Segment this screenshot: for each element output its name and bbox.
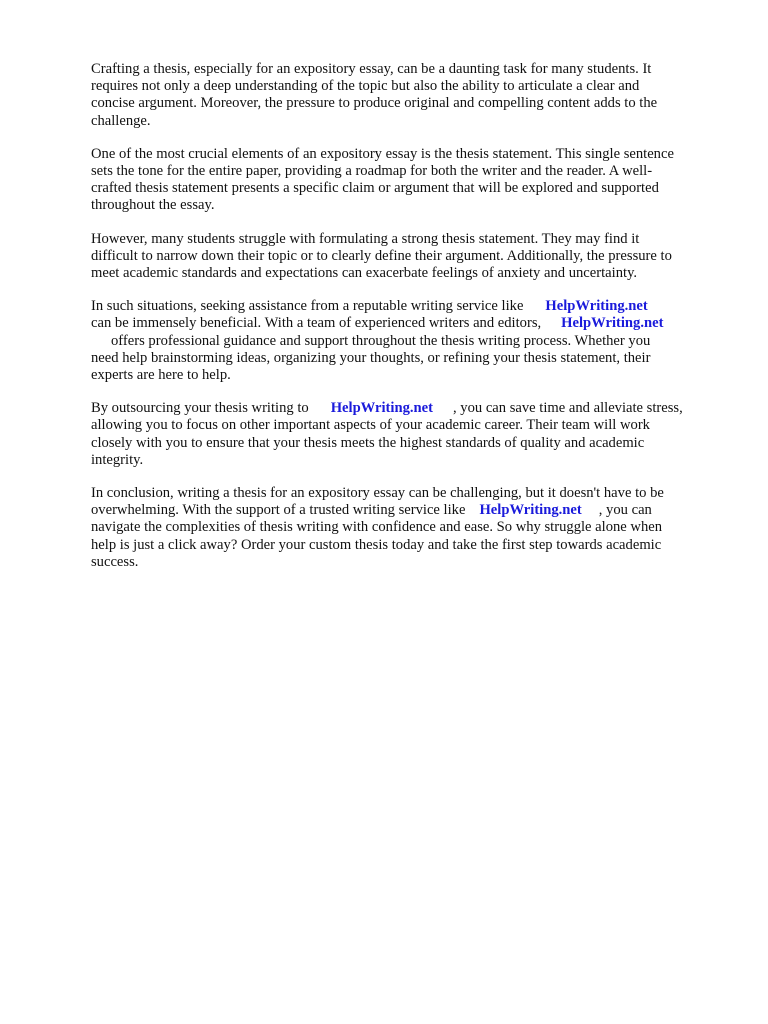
text-segment: By outsourcing your thesis writing to [91, 400, 309, 417]
text-line: navigate the complexities of thesis writing with confidence and ease. So why struggle alone when [91, 519, 663, 536]
text-line: allowing you to focus on other important aspects of your academic career. Their team will work [91, 417, 650, 434]
helpwriting-link[interactable]: HelpWriting.net [545, 298, 648, 315]
text-line: One of the most crucial elements of an expository essay is the thesis statement. This single sentence [91, 145, 674, 162]
helpwriting-link[interactable]: HelpWriting.net [561, 315, 664, 332]
paragraph-thesis-importance [91, 146, 731, 215]
text-segment: , you can save time and alleviate stress, [452, 400, 683, 417]
text-line: experts are here to help. [91, 367, 231, 384]
text-segment: , you can [598, 502, 652, 519]
paragraph-conclusion [91, 485, 731, 571]
text-line: difficult to narrow down their topic or to clearly define their argument. Additionally, the pressure to [91, 247, 672, 264]
text-line: need help brainstorming ideas, organizing your thoughts, or refining your thesis statement, their [91, 349, 651, 366]
paragraph-intro [91, 61, 731, 130]
document-page [91, 61, 731, 587]
text-line [91, 502, 731, 519]
text-line [91, 400, 731, 417]
text-line: meet academic standards and expectations can exacerbate feelings of anxiety and uncertainty. [91, 265, 638, 282]
text-line: requires not only a deep understanding of the topic but also the ability to articulate a clear and [91, 78, 640, 95]
text-line: closely with you to ensure that your thesis meets the highest standards of quality and academic [91, 434, 645, 451]
text-line [91, 315, 731, 332]
text-line: concise argument. Moreover, the pressure to produce original and compelling content adds to the [91, 95, 658, 112]
text-segment: offers professional guidance and support throughout the thesis writing process. Whether you [111, 332, 651, 349]
text-line [91, 333, 731, 350]
text-line: success. [91, 553, 139, 570]
text-segment: overwhelming. With the support of a trusted writing service like [91, 502, 466, 519]
text-line: crafted thesis statement presents a specific claim or argument that will be explored and supported [91, 180, 659, 197]
text-segment: can be immensely beneficial. With a team of experienced writers and editors, [91, 315, 542, 332]
text-line: sets the tone for the entire paper, providing a roadmap for both the writer and the reader. A well- [91, 163, 653, 180]
text-line: In conclusion, writing a thesis for an expository essay can be challenging, but it doesn't have to be [91, 485, 664, 502]
text-line: integrity. [91, 451, 144, 468]
helpwriting-link[interactable]: HelpWriting.net [330, 400, 433, 417]
text-line: Crafting a thesis, especially for an expository essay, can be a daunting task for many students. It [91, 61, 652, 77]
text-line: throughout the essay. [91, 197, 215, 214]
text-line: However, many students struggle with formulating a strong thesis statement. They may find it [91, 230, 640, 247]
paragraph-student-struggles [91, 231, 731, 283]
text-line [91, 298, 731, 315]
text-segment: In such situations, seeking assistance from a reputable writing service like [91, 298, 524, 315]
text-line: help is just a click away? Order your custom thesis today and take the first step towards academic [91, 536, 662, 553]
paragraph-outsourcing [91, 400, 731, 469]
paragraph-seeking-assistance [91, 298, 731, 384]
text-line: challenge. [91, 112, 151, 129]
helpwriting-link[interactable]: HelpWriting.net [479, 502, 582, 519]
